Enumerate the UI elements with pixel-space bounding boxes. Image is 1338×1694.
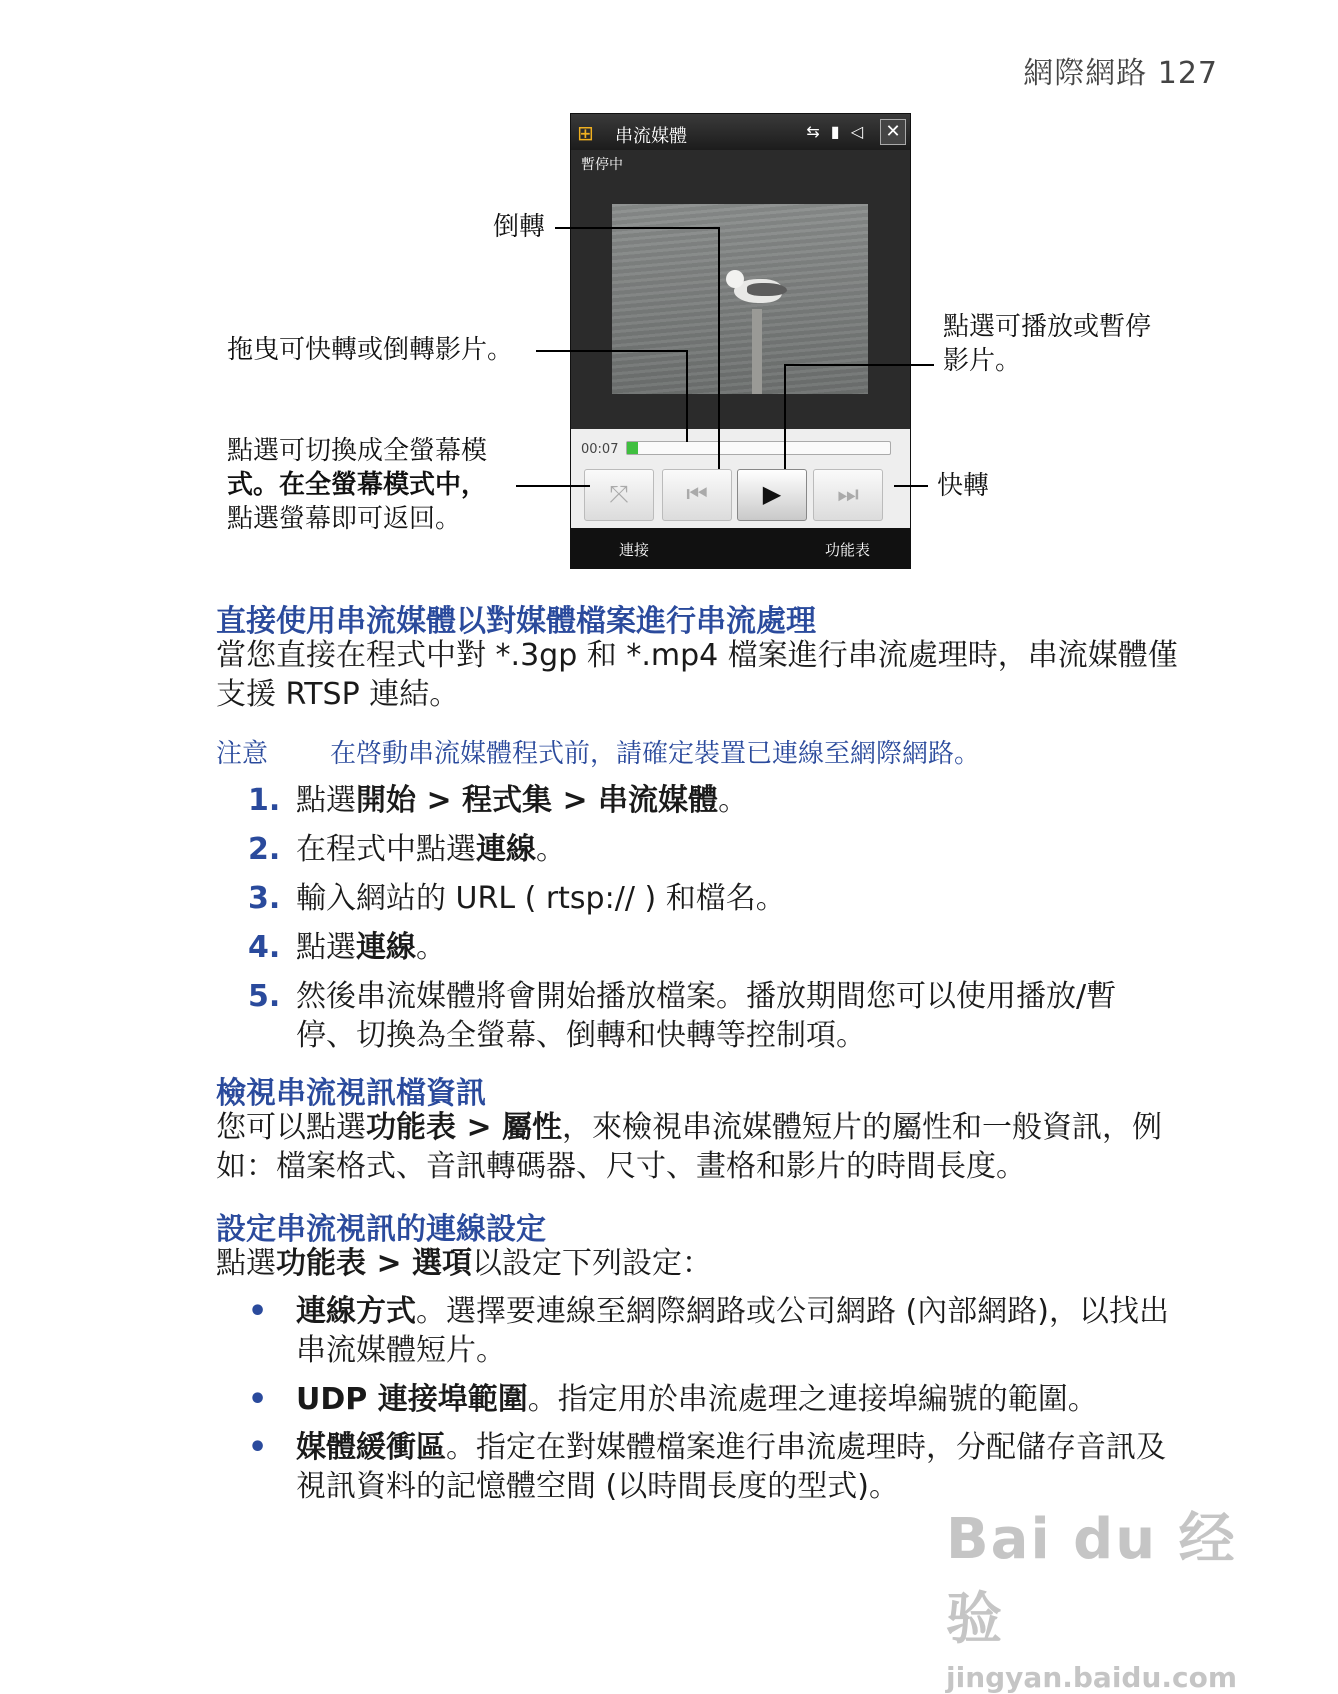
bullet-item — [248, 1380, 1228, 1419]
callout-fullscreen — [227, 434, 487, 536]
callout-play-pause-line: 點選可播放或暫停 — [943, 312, 1152, 342]
page-header: 網際網路 127 — [1023, 56, 1218, 91]
leader-line — [784, 364, 934, 366]
section-title: 設定串流視訊的連線設定 — [216, 1212, 546, 1247]
step-bold: 連線 — [476, 832, 536, 867]
leader-line — [784, 364, 786, 469]
bullet-text: 串流媒體短片。 — [296, 1333, 506, 1368]
progress-fill — [627, 442, 638, 454]
section-paragraph — [216, 1108, 1216, 1186]
paragraph-line: 當您直接在程式中對 *.3gp 和 *.mp4 檔案進行串流處理時，串流媒體僅 — [216, 638, 1178, 673]
paragraph-bold: 功能表 > 屬性 — [366, 1110, 563, 1145]
step-number: 2. — [248, 832, 281, 867]
watermark-url: jingyan.baidu.com — [946, 1661, 1238, 1694]
play-button[interactable] — [737, 469, 807, 521]
leader-line — [894, 485, 928, 487]
step-text: 。 — [416, 930, 446, 965]
elapsed-time: 00:07 — [581, 442, 619, 457]
bullet-bold: UDP 連接埠範圍 — [296, 1382, 528, 1417]
note-text: 在啓動串流媒體程式前，請確定裝置已連線至網際網路。 — [330, 739, 981, 769]
softkey-bar — [571, 528, 910, 568]
step-number: 1. — [248, 783, 281, 818]
paragraph-text: 以設定下列設定： — [472, 1246, 713, 1281]
post — [752, 309, 762, 394]
paragraph-line: 如：檔案格式、音訊轉碼器、尺寸、畫格和影片的時間長度。 — [216, 1149, 1026, 1184]
step-bold: 連線 — [356, 930, 416, 965]
section-paragraph — [216, 636, 1216, 714]
player-controls — [571, 429, 910, 528]
leader-line — [536, 350, 688, 352]
bullet-bold: 連線方式 — [296, 1294, 416, 1329]
windows-start-icon[interactable]: ⊞ — [577, 121, 594, 145]
step-text: 然後串流媒體將會開始播放檔案。播放期間您可以使用播放/暫 — [296, 979, 1117, 1014]
callout-fullscreen-line: 點選螢幕即可返回。 — [227, 504, 462, 534]
seagull-wing — [747, 283, 787, 296]
step-item — [248, 830, 1198, 869]
leader-line — [516, 485, 590, 487]
note — [216, 733, 980, 770]
forward-button[interactable] — [813, 469, 883, 521]
fullscreen-button[interactable] — [584, 469, 654, 521]
step-item — [248, 977, 1198, 1055]
leader-line — [718, 227, 720, 469]
bullet-text: 。指定在對媒體檔案進行串流處理時，分配儲存音訊及 — [446, 1430, 1166, 1465]
callout-rewind: 倒轉 — [493, 212, 546, 242]
playback-status: 暫停中 — [581, 157, 623, 173]
play-icon: ▶ — [762, 480, 782, 508]
paragraph-text: 點選 — [216, 1246, 276, 1281]
baidu-watermark — [946, 1495, 1258, 1694]
bullet-bold: 媒體緩衝區 — [296, 1430, 446, 1465]
step-text: 。 — [718, 783, 749, 818]
note-label: 注意 — [216, 739, 269, 769]
step-text: 輸入網站的 URL ( rtsp:// ) 和檔名。 — [296, 881, 786, 916]
status-icons: ⇆ ▮ ◁ — [806, 122, 866, 141]
bullet-text: 視訊資料的記憶體空間 (以時間長度的型式)。 — [296, 1469, 899, 1504]
bullet-dot: • — [248, 1430, 268, 1465]
step-text: 在程式中點選 — [296, 832, 476, 867]
paragraph-text: 您可以點選 — [216, 1110, 366, 1145]
callout-forward: 快轉 — [937, 471, 990, 501]
rewind-button[interactable] — [662, 469, 732, 521]
section-title: 直接使用串流媒體以對媒體檔案進行串流處理 — [216, 604, 816, 639]
seagull-head — [726, 270, 744, 288]
callout-drag: 拖曳可快轉或倒轉影片。 — [227, 335, 514, 365]
step-item — [248, 928, 1198, 967]
skip-forward-icon: ⏭ — [837, 480, 859, 508]
softkey-connect[interactable]: 連接 — [619, 541, 650, 559]
bullet-item — [248, 1292, 1228, 1370]
step-text: 點選 — [296, 930, 356, 965]
section-title: 檢視串流視訊檔資訊 — [216, 1076, 486, 1111]
callout-play-pause-line: 影片。 — [943, 346, 1022, 376]
bullet-text: 。選擇要連線至網際網路或公司網路 (內部網路)，以找出 — [416, 1294, 1169, 1329]
step-number: 5. — [248, 979, 281, 1014]
watermark-logo: Bai du 经验 — [946, 1507, 1237, 1652]
bullet-text: 。指定用於串流處理之連接埠編號的範圍。 — [527, 1382, 1098, 1417]
paragraph-line: 支援 RTSP 連結。 — [216, 677, 460, 712]
callout-fullscreen-line: 式。在全螢幕模式中， — [227, 470, 488, 500]
step-number: 3. — [248, 881, 281, 916]
title-bar — [571, 114, 910, 150]
softkey-menu[interactable]: 功能表 — [824, 541, 870, 559]
step-number: 4. — [248, 930, 281, 965]
leader-line — [555, 227, 720, 229]
step-text: 。 — [536, 832, 566, 867]
skip-back-icon: ⏮ — [686, 480, 708, 508]
leader-line — [686, 350, 688, 442]
bullet-dot: • — [248, 1382, 268, 1417]
step-bold: 開始 > 程式集 > 串流媒體 — [356, 783, 719, 818]
close-button[interactable]: ✕ — [880, 119, 906, 145]
paragraph-text: ，來檢視串流媒體短片的屬性和一般資訊，例 — [562, 1110, 1163, 1145]
step-text: 點選 — [296, 783, 356, 818]
expand-icon: ⤧ — [609, 480, 629, 508]
app-title: 串流媒體 — [615, 126, 687, 147]
step-item — [248, 781, 1198, 820]
step-item — [248, 879, 1198, 918]
step-text: 停、切換為全螢幕、倒轉和快轉等控制項。 — [296, 1018, 866, 1053]
paragraph-bold: 功能表 > 選項 — [276, 1246, 473, 1281]
phone-screenshot — [570, 113, 911, 569]
section-paragraph — [216, 1244, 1216, 1283]
bullet-dot: • — [248, 1294, 268, 1329]
callout-fullscreen-line: 點選可切換成全螢幕模 — [227, 436, 488, 466]
progress-bar[interactable] — [626, 441, 891, 455]
callout-play-pause — [943, 310, 1151, 378]
